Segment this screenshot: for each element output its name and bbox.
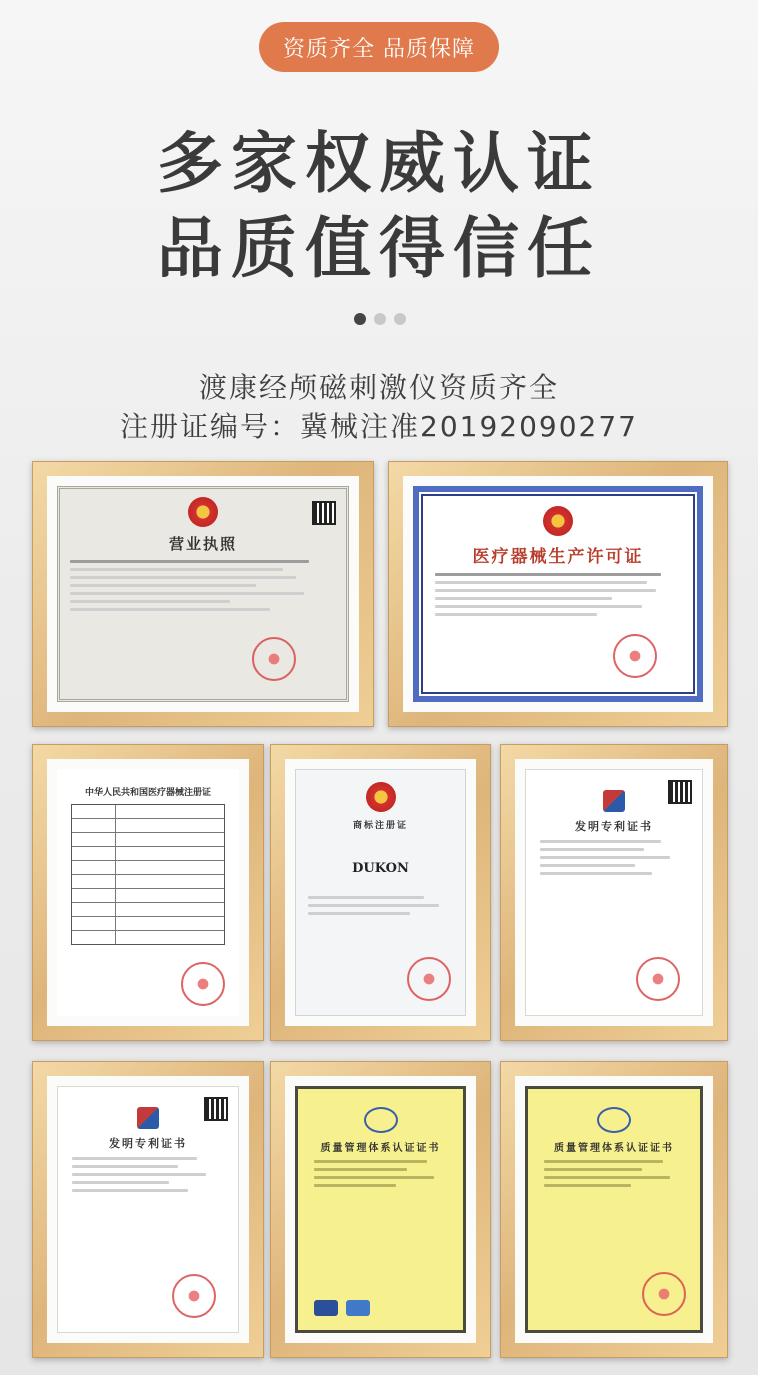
certificate-mat bbox=[515, 759, 713, 1026]
certificate-title: 质量管理体系认证证书 bbox=[554, 1143, 674, 1154]
official-seal-icon bbox=[172, 1274, 216, 1318]
certificate-frame-iso-2 bbox=[500, 1061, 728, 1358]
certificate-mat bbox=[47, 1076, 249, 1343]
certificate-frame-patent-1 bbox=[500, 744, 728, 1041]
headline-secondary: 品质值得信任 bbox=[157, 210, 601, 287]
certificate-frame-business-license bbox=[32, 461, 374, 727]
official-seal-icon bbox=[613, 634, 657, 678]
manufacturing-license-document bbox=[413, 486, 703, 702]
cnas-logo-icon bbox=[346, 1300, 370, 1316]
national-emblem-icon bbox=[366, 782, 396, 812]
certificate-title: 发明专利证书 bbox=[109, 1137, 187, 1150]
official-seal-icon bbox=[407, 957, 451, 1001]
certificate-frame-device-registration bbox=[32, 744, 264, 1041]
certificate-title: 商标注册证 bbox=[352, 821, 408, 831]
certificate-mat bbox=[403, 476, 713, 712]
trademark-document bbox=[295, 769, 466, 1016]
trademark-mark: DUKON bbox=[352, 861, 409, 876]
carousel-indicator[interactable] bbox=[354, 313, 406, 325]
certificate-title: 质量管理体系认证证书 bbox=[320, 1143, 441, 1154]
official-seal-icon bbox=[252, 637, 296, 681]
product-qualification-text: 渡康经颅磁刺激仪资质齐全 bbox=[198, 371, 559, 404]
device-registration-document bbox=[57, 769, 239, 1016]
official-seal-icon bbox=[642, 1272, 686, 1316]
patent-document bbox=[525, 769, 703, 1016]
registration-number-text: 注册证编号：冀械注准20192090277 bbox=[120, 410, 638, 443]
certificate-frame-trademark bbox=[270, 744, 491, 1041]
certification-body-logo-icon bbox=[597, 1107, 631, 1133]
iso-certificate-document bbox=[295, 1086, 466, 1333]
patent-office-logo-icon bbox=[137, 1107, 159, 1129]
certificate-frame-manufacturing-license bbox=[388, 461, 728, 727]
certification-body-logo-icon bbox=[364, 1107, 398, 1133]
business-license-document bbox=[57, 486, 349, 702]
official-seal-icon bbox=[636, 957, 680, 1001]
national-emblem-icon bbox=[543, 506, 573, 536]
certificate-title: 中华人民共和国医疗器械注册证 bbox=[84, 788, 211, 798]
header-badge: 资质齐全 品质保障 bbox=[259, 22, 499, 72]
certificate-mat bbox=[285, 1076, 476, 1343]
patent-office-logo-icon bbox=[603, 790, 625, 812]
certificate-mat bbox=[285, 759, 476, 1026]
certificate-title: 营业执照 bbox=[168, 535, 237, 553]
certificate-mat bbox=[47, 759, 249, 1026]
certificate-mat bbox=[515, 1076, 713, 1343]
accreditation-logos bbox=[314, 1300, 370, 1316]
certificate-mat bbox=[47, 476, 359, 712]
certificate-title: 发明专利证书 bbox=[575, 820, 653, 833]
certificate-frame-iso-1 bbox=[270, 1061, 491, 1358]
headline-primary: 多家权威认证 bbox=[157, 125, 601, 202]
patent-document bbox=[57, 1086, 239, 1333]
certificate-frame-patent-2 bbox=[32, 1061, 264, 1358]
carousel-dot[interactable] bbox=[354, 313, 366, 325]
qr-code-icon bbox=[668, 780, 692, 804]
certificate-title: 医疗器械生产许可证 bbox=[472, 547, 644, 567]
qr-code-icon bbox=[312, 501, 336, 525]
iso-certificate-document bbox=[525, 1086, 703, 1333]
official-seal-icon bbox=[181, 962, 225, 1006]
national-emblem-icon bbox=[188, 497, 218, 527]
carousel-dot[interactable] bbox=[394, 313, 406, 325]
registration-table bbox=[71, 804, 225, 945]
iaf-logo-icon bbox=[314, 1300, 338, 1316]
qr-code-icon bbox=[204, 1097, 228, 1121]
carousel-dot[interactable] bbox=[374, 313, 386, 325]
